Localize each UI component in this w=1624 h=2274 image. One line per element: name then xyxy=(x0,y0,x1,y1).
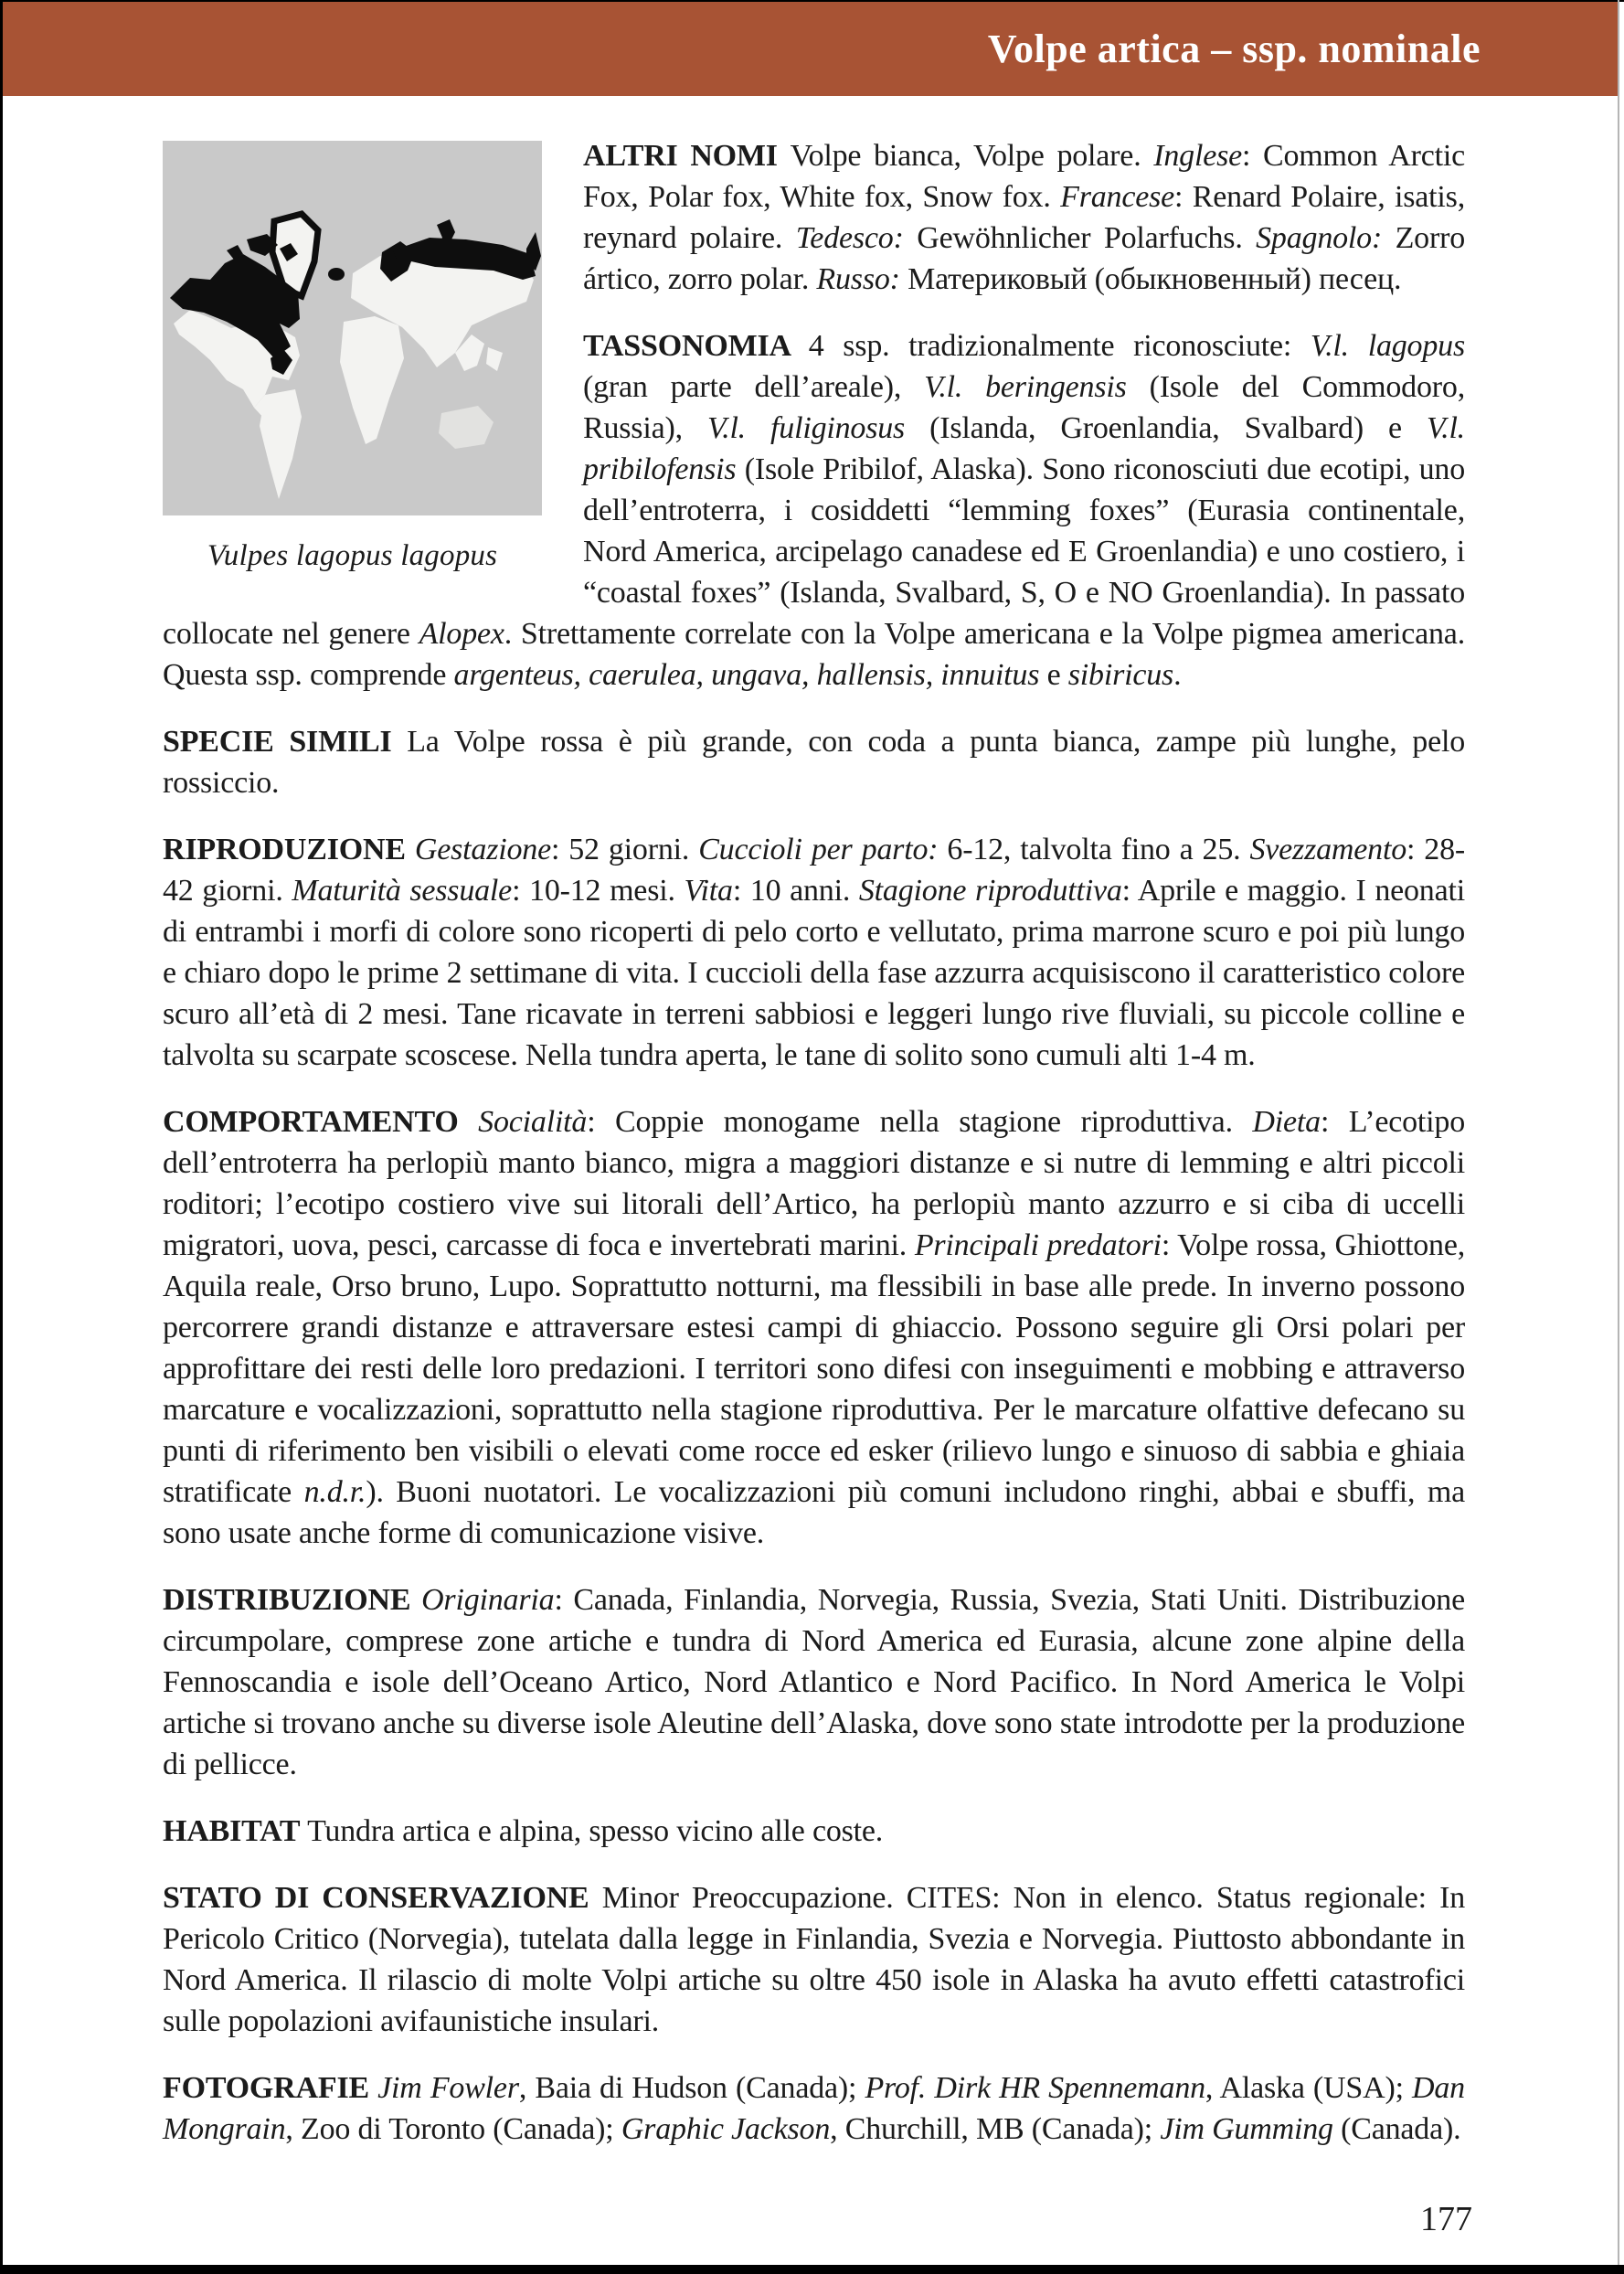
section-comportamento xyxy=(163,1101,1465,1554)
text-run: : 10 anni. xyxy=(732,874,859,908)
text-run: Inglese xyxy=(1153,139,1243,173)
section-stato-di-conservazione xyxy=(163,1877,1465,2042)
text-run: n.d.r. xyxy=(303,1475,366,1509)
text-run: Principali predatori xyxy=(914,1228,1162,1262)
text-run: , Baia di Hudson (Canada); xyxy=(518,2071,865,2105)
page-title: Volpe artica – ssp. nominale xyxy=(987,27,1481,71)
distribution-map xyxy=(163,141,542,515)
text-run: Dieta xyxy=(1252,1105,1321,1139)
text-run: RIPRODUZIONE xyxy=(163,833,415,866)
text-run: SPECIE SIMILI xyxy=(163,725,408,759)
text-run: : Aprile e maggio. I neonati di entrambi i morfi di colore sono ricoperti di pelo corto e vellutato, prima marrone scuro e poi più lungo e chiaro dopo le prime 2 settimane di vita. I cuccioli della fase azzurra acquisiscono il caratteristico colore scuro all’età di 2 mesi. Tane ricavate in terreni sabbiosi e leggeri lungo rive fluviali, su piccole colline e talvolta su scarpate scoscese. Nella tundra aperta, le tane di solito sono cumuli alti 1-4 m. xyxy=(163,874,1465,1072)
text-run: Cuccioli per parto: xyxy=(698,833,939,866)
text-run: Alopex xyxy=(419,617,504,651)
text-run: 4 ssp. tradizionalmente riconosciute: xyxy=(808,329,1311,363)
text-run: Dan Mongrain xyxy=(163,2071,1465,2146)
text-run: argenteus, caerulea, ungava, hallensis, innuitus xyxy=(453,658,1040,692)
text-run: Originaria xyxy=(421,1583,555,1617)
text-run: , Churchill, MB (Canada); xyxy=(830,2112,1161,2146)
text-run: : Volpe rossa, Ghiottone, Aquila reale, Orso bruno, Lupo. Soprattutto notturni, ma flessibili in base alle prede. In inverno possono percorrere grandi distanze e attraversare estesi campi di ghiaccio. Possono seguire gli Orsi polari per approfittare dei resti delle loro predazioni. I territori sono difesi con inseguimenti e mobbing e attraverso marcature e vocalizzazioni, soprattutto nella stagione riproduttiva. Per le marcature olfattive defecano su punti di riferimento ben visibili o elevati come rocce ed esker (rilievo lungo e sinuoso di sabbia e ghiaia stratificate xyxy=(163,1228,1466,1509)
text-run: Svezzamento xyxy=(1249,833,1406,866)
text-run: , Alaska (USA); xyxy=(1205,2071,1413,2105)
text-run: : 28-42 giorni. xyxy=(163,833,1465,908)
text-run: TASSONOMIA xyxy=(583,329,809,363)
text-run: FOTOGRAFIE xyxy=(163,2071,378,2105)
text-run: ALTRI NOMI xyxy=(583,139,791,173)
text-run: COMPORTAMENTO xyxy=(163,1105,479,1139)
text-run: : Coppie monogame nella stagione riproduttiva. xyxy=(587,1105,1253,1139)
scan-edge-right xyxy=(1618,0,1619,2274)
text-run: Prof. Dirk HR Spennemann xyxy=(865,2071,1205,2105)
text-run: 6-12, talvolta fino a 25. xyxy=(938,833,1250,866)
text-run: (Islanda, Groenlandia, Svalbard) e xyxy=(905,411,1427,445)
text-run: Gewöhnlicher Polarfuchs. xyxy=(903,221,1257,255)
range-iceland xyxy=(328,268,345,281)
text-run: HABITAT xyxy=(163,1814,308,1848)
text-run: Minor Preoccupazione. CITES: Non in elenco. Status regionale: In Pericolo Critico (Norvegia), tutelata dalla legge in Finlandia, Svezia e Norvegia. Piuttosto abbondante in Nord America. Il rilascio di molte Volpi artiche su oltre 450 isole in Alaska ha avuto effetti catastrofici sulle popolazioni avifaunistiche insulari. xyxy=(163,1881,1465,2038)
text-run: . Strettamente correlate con la Volpe americana e la Volpe pigmea americana. Questa ssp. comprende xyxy=(163,617,1465,692)
text-run: (Canada). xyxy=(1332,2112,1461,2146)
page-content xyxy=(163,135,1465,2150)
text-run: Maturità sessuale xyxy=(292,874,513,908)
text-run: : Canada, Finlandia, Norvegia, Russia, Svezia, Stati Uniti. Distribuzione circumpolare, comprese zone artiche e tundra di Nord America ed Eurasia, alcune zone alpine della Fennoscandia e isole dell’Oceano Artico, Nord Atlantico e Nord Pacifico. In Nord America le Volpi artiche si trovano anche su diverse isole Aleutine dell’Alaska, dove sono state introdotte per la produzione di pellicce. xyxy=(163,1583,1465,1781)
chapter-header-bar xyxy=(3,2,1618,96)
scan-edge-left xyxy=(0,0,3,2274)
text-run: (Isole del Commodoro, Russia), xyxy=(583,370,1465,445)
text-run: : 52 giorni. xyxy=(550,833,699,866)
text-run: DISTRIBUZIONE xyxy=(163,1583,422,1617)
text-run: V.l. lagopus xyxy=(1310,329,1465,363)
text-run: Socialità xyxy=(478,1105,588,1139)
text-run: , Zoo di Toronto (Canada); xyxy=(285,2112,621,2146)
text-run: Vita xyxy=(684,874,733,908)
text-run: Tedesco: xyxy=(795,221,904,255)
text-run: : L’ecotipo dell’entroterra ha perlopiù manto bianco, migra a maggiori distanze e si nutre di lemming e altri piccoli roditori; l’ecotipo costiero vive sui litorali dell’Artico, ha perlopiù manto azzurro e si ciba di uccelli migratori, uova, pesci, carcasse di foca e invertebrati marini. xyxy=(163,1105,1465,1262)
text-run: : Common Arctic Fox, Polar fox, White fox, Snow fox. xyxy=(583,139,1466,214)
text-run: V.l. pribilofensis xyxy=(583,411,1465,486)
text-run: Volpe bianca, Volpe polare. xyxy=(790,139,1154,173)
text-run: Jim Fowler xyxy=(377,2071,519,2105)
text-run: e xyxy=(1039,658,1068,692)
section-distribuzione xyxy=(163,1579,1465,1785)
text-run: Spagnolo: xyxy=(1256,221,1383,255)
text-run: . xyxy=(1173,658,1182,692)
section-riproduzione xyxy=(163,829,1465,1076)
distribution-map-figure xyxy=(163,141,542,573)
text-run: Graphic Jackson xyxy=(621,2112,831,2146)
section-fotografie xyxy=(163,2067,1465,2150)
text-run: : Renard Polaire, isatis, reynard polaire. xyxy=(583,180,1466,255)
text-run: Francese xyxy=(1060,180,1175,214)
text-run: (gran parte dell’areale), xyxy=(583,370,925,404)
text-run: Zorro ártico, zorro polar. xyxy=(583,221,1465,296)
text-run: Jim Gumming xyxy=(1160,2112,1333,2146)
section-specie-simili xyxy=(163,721,1465,803)
text-run: La Volpe rossa è più grande, con coda a punta bianca, zampe più lunghe, pelo rossiccio. xyxy=(163,725,1466,800)
text-run: STATO DI CONSERVAZIONE xyxy=(163,1881,602,1915)
text-run: : 10-12 mesi. xyxy=(512,874,685,908)
text-run: V.l. fuliginosus xyxy=(706,411,906,445)
text-run: Gestazione xyxy=(414,833,551,866)
text-run: Tundra artica e alpina, spesso vicino alle coste. xyxy=(307,1814,884,1848)
text-run: ). Buoni nuotatori. Le vocalizzazioni più comuni includono ringhi, abbai e sbuffi, ma sono usate anche forme di comunicazione visive. xyxy=(163,1475,1465,1550)
text-run: V.l. beringensis xyxy=(924,370,1127,404)
text-run: Материковый (обыкновенный) песец. xyxy=(899,262,1402,296)
text-run: Russo: xyxy=(816,262,900,296)
text-run: (Isole Pribilof, Alaska). Sono riconosciuti due ecotipi, uno dell’entroterra, i cosiddetti “lemming foxes” (Eurasia continentale, Nord America, arcipelago canadese ed E Groenlandia) e uno costiero, i “coastal foxes” (Islanda, Svalbard, S, O e NO Groenlandia). In passato collocate nel genere xyxy=(163,452,1465,651)
text-run: Stagione riproduttiva xyxy=(858,874,1122,908)
section-habitat xyxy=(163,1811,1465,1852)
page-number: 177 xyxy=(1420,2200,1472,2238)
scan-edge-bottom xyxy=(0,2265,1624,2274)
text-run: sibiricus xyxy=(1067,658,1174,692)
map-caption: Vulpes lagopus lagopus xyxy=(207,539,498,572)
